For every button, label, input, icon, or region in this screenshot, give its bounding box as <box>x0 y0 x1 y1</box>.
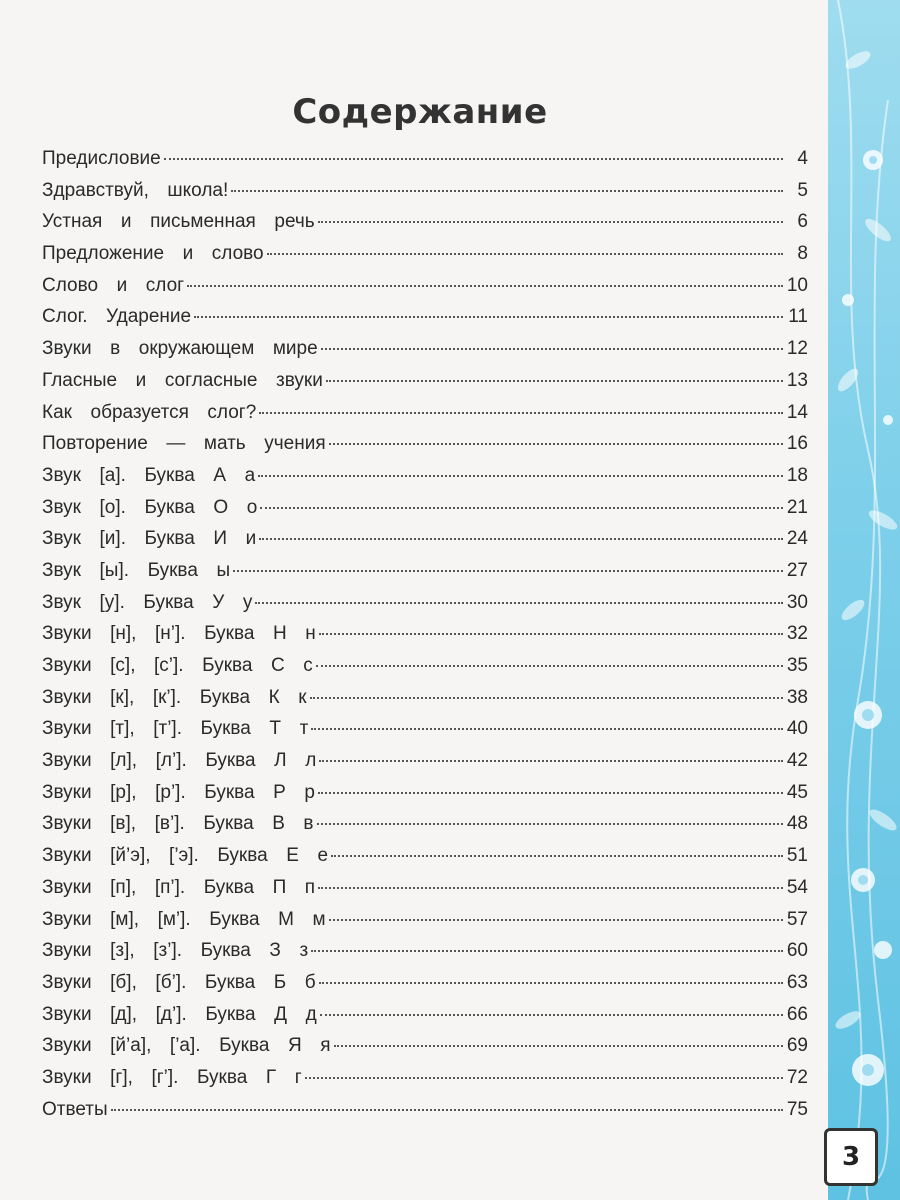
toc-entry-page: 21 <box>786 496 808 518</box>
toc-entry-page: 14 <box>786 401 808 423</box>
toc-entry-title: Звуки [д], [д’]. Буква Д д <box>42 1003 317 1025</box>
toc-entry-page: 16 <box>786 433 808 455</box>
toc-entry-page: 6 <box>797 211 808 233</box>
page-number: 3 <box>824 1128 878 1186</box>
toc-entry-page: 42 <box>786 750 808 772</box>
toc-entry <box>42 682 808 714</box>
toc-entry-title: Звук [ы]. Буква ы <box>42 559 231 581</box>
toc-entry <box>42 555 808 587</box>
toc-entry-title: Звуки [м], [м’]. Буква М м <box>42 908 326 930</box>
dot-leader <box>318 792 783 794</box>
toc-entry <box>42 397 808 429</box>
dot-leader <box>255 602 783 604</box>
toc-entry <box>42 967 808 999</box>
dot-leader <box>311 728 783 730</box>
toc-entry-title: Как образуется слог? <box>42 401 257 423</box>
toc-entry-page: 63 <box>786 971 808 993</box>
toc-entry <box>42 143 808 175</box>
dot-leader <box>329 443 783 445</box>
dot-leader <box>258 475 783 477</box>
toc-entry <box>42 1094 808 1126</box>
decorative-floral-sidebar <box>828 0 900 1200</box>
toc-entry-title: Звуки [н], [н’]. Буква Н н <box>42 623 316 645</box>
toc-entry <box>42 238 808 270</box>
toc-entry-page: 12 <box>786 338 808 360</box>
dot-leader <box>164 158 783 160</box>
toc-entry-page: 40 <box>786 718 808 740</box>
toc-entry <box>42 904 808 936</box>
dot-leader <box>319 982 783 984</box>
toc-entry-title: Ответы <box>42 1098 108 1120</box>
toc-entry <box>42 713 808 745</box>
toc-entry <box>42 840 808 872</box>
toc-entry-title: Здравствуй, школа! <box>42 179 229 201</box>
toc-entry-page: 27 <box>786 559 808 581</box>
toc-entry-page: 8 <box>797 243 808 265</box>
floral-pattern-icon <box>828 0 900 1200</box>
toc-entry-page: 24 <box>786 528 808 550</box>
toc-entry-title: Звуки [б], [б’]. Буква Б б <box>42 971 316 993</box>
toc-entry-page: 72 <box>786 1066 808 1088</box>
toc-entry <box>42 492 808 524</box>
table-of-contents <box>42 143 808 1125</box>
toc-entry-title: Звук [у]. Буква У у <box>42 591 253 613</box>
dot-leader <box>259 538 783 540</box>
toc-entry-page: 48 <box>786 813 808 835</box>
toc-entry-title: Звуки [р], [р’]. Буква Р р <box>42 781 315 803</box>
dot-leader <box>326 380 783 382</box>
toc-entry <box>42 1062 808 1094</box>
toc-entry-title: Звуки в окружающем мире <box>42 338 318 360</box>
toc-entry-title: Звуки [г], [г’]. Буква Г г <box>42 1066 302 1088</box>
dot-leader <box>111 1109 783 1111</box>
dot-leader <box>259 412 783 414</box>
toc-entry-title: Звук [и]. Буква И и <box>42 528 257 550</box>
page-title: Содержание <box>292 92 548 132</box>
dot-leader <box>260 507 783 509</box>
toc-entry <box>42 1030 808 1062</box>
dot-leader <box>305 1077 783 1079</box>
toc-entry-page: 11 <box>788 306 808 328</box>
toc-entry-title: Устная и письменная речь <box>42 211 315 233</box>
dot-leader <box>317 823 783 825</box>
toc-entry-page: 10 <box>786 274 808 296</box>
toc-entry-title: Предисловие <box>42 148 161 169</box>
dot-leader <box>316 665 783 667</box>
dot-leader <box>319 633 783 635</box>
toc-entry-title: Слово и слог <box>42 274 185 296</box>
toc-entry <box>42 301 808 333</box>
toc-entry-page: 30 <box>786 591 808 613</box>
toc-entry <box>42 618 808 650</box>
toc-entry-title: Звуки [в], [в’]. Буква В в <box>42 813 314 835</box>
toc-entry <box>42 808 808 840</box>
toc-entry-page: 75 <box>786 1098 808 1120</box>
dot-leader <box>329 919 783 921</box>
dot-leader <box>320 1014 783 1016</box>
dot-leader <box>311 950 783 952</box>
dot-leader <box>318 221 783 223</box>
toc-entry-page: 32 <box>786 623 808 645</box>
toc-entry-page: 45 <box>786 781 808 803</box>
toc-entry <box>42 206 808 238</box>
dot-leader <box>321 348 783 350</box>
toc-entry-title: Звук [о]. Буква О о <box>42 496 258 518</box>
toc-entry-page: 5 <box>797 179 808 201</box>
dot-leader <box>319 760 783 762</box>
dot-leader <box>318 887 783 889</box>
toc-entry-title: Звуки [з], [з’]. Буква З з <box>42 940 309 962</box>
dot-leader <box>331 855 783 857</box>
toc-entry <box>42 999 808 1031</box>
dot-leader <box>267 253 783 255</box>
toc-entry-page: 13 <box>786 369 808 391</box>
toc-entry-page: 35 <box>786 655 808 676</box>
toc-entry <box>42 365 808 397</box>
toc-entry-page: 51 <box>786 845 808 867</box>
toc-entry <box>42 175 808 207</box>
dot-leader <box>231 190 783 192</box>
dot-leader <box>194 316 783 318</box>
dot-leader <box>233 570 783 572</box>
toc-entry-page: 57 <box>786 908 808 930</box>
toc-entry-title: Звуки [п], [п’]. Буква П п <box>42 876 316 898</box>
dot-leader <box>334 1045 783 1047</box>
toc-entry-page: 69 <box>786 1035 808 1057</box>
toc-entry-page: 60 <box>786 940 808 962</box>
toc-entry-title: Звуки [с], [с’]. Буква С с <box>42 655 313 676</box>
toc-entry-page: 66 <box>786 1003 808 1025</box>
dot-leader <box>310 697 783 699</box>
dot-leader <box>187 285 783 287</box>
toc-entry <box>42 523 808 555</box>
toc-entry-title: Звук [а]. Буква А а <box>42 464 256 486</box>
toc-entry-title: Повторение — мать учения <box>42 433 326 455</box>
toc-entry-title: Слог. Ударение <box>42 306 192 328</box>
toc-entry <box>42 872 808 904</box>
toc-entry <box>42 333 808 365</box>
toc-entry <box>42 428 808 460</box>
toc-entry-title: Предложение и слово <box>42 243 264 265</box>
toc-entry <box>42 935 808 967</box>
toc-entry-title: Звуки [т], [т’]. Буква Т т <box>42 718 309 740</box>
toc-entry-page: 18 <box>786 464 808 486</box>
toc-entry-title: Звуки [й’э], [’э]. Буква Е е <box>42 845 329 867</box>
toc-entry <box>42 460 808 492</box>
toc-entry-page: 54 <box>786 876 808 898</box>
toc-entry <box>42 650 808 682</box>
toc-entry <box>42 777 808 809</box>
toc-entry <box>42 587 808 619</box>
toc-entry-title: Звуки [к], [к’]. Буква К к <box>42 686 307 708</box>
toc-entry-title: Звуки [й’а], [’а]. Буква Я я <box>42 1035 331 1057</box>
toc-entry <box>42 745 808 777</box>
toc-entry-title: Звуки [л], [л’]. Буква Л л <box>42 750 317 772</box>
toc-entry-page: 38 <box>786 686 808 708</box>
toc-entry <box>42 270 808 302</box>
toc-entry-page: 4 <box>797 148 808 169</box>
toc-entry-title: Гласные и согласные звуки <box>42 369 323 391</box>
